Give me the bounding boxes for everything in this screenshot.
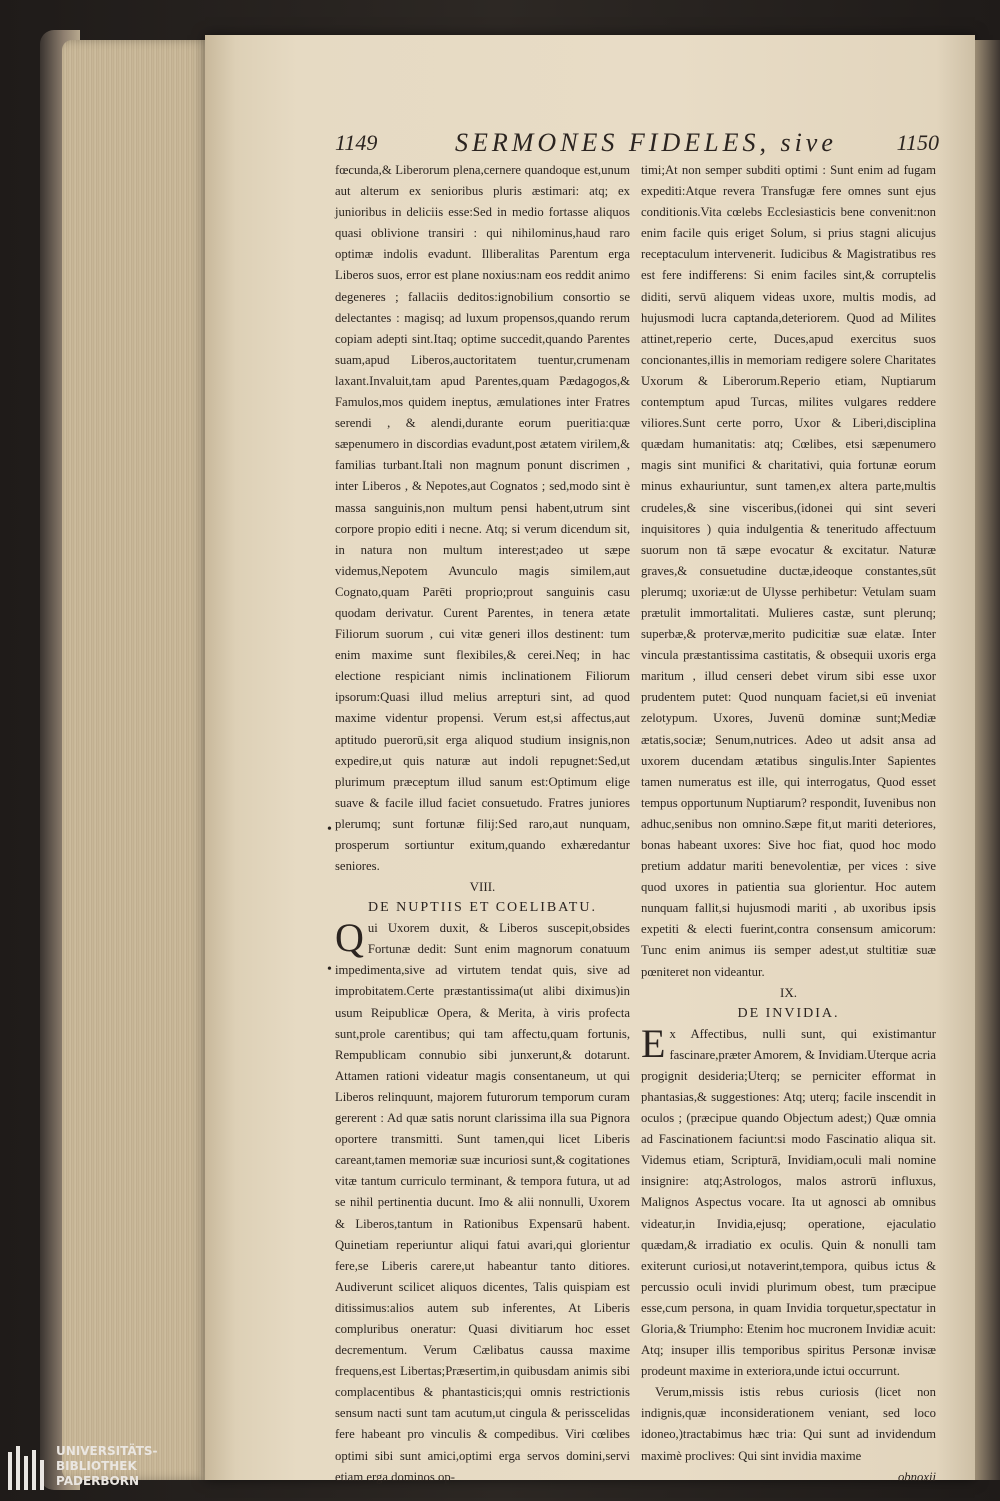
- logo-line: UNIVERSITÄTS-: [56, 1444, 158, 1458]
- page-stack-edge: [62, 40, 222, 1480]
- right-column: [641, 160, 936, 1488]
- section-title: DE INVIDIA.: [737, 1005, 840, 1021]
- left-column: [335, 160, 630, 1488]
- body-paragraph: Qui Uxorem duxit, & Liberos suscepit,obsides Fortunæ dedit: Sunt enim magnorum conatuum impedimenta,sive ad virtutem tendat quis, sive ad improbitatem.Certe præstantissima(ut alibi diximus)in usum Reipublicæ Opera, & Merita, à viris profecta sunt,prole carentibus; qui tam affectu,quam fortunis, Rempublicam connubio sibi junxerunt,& dotarunt. Attamen rationi videatur magis consentaneum, ut qui Liberos relinquunt, majorem futurorum temporum curam gererent : Ad quæ satis norunt clarissima illa sua Pignora oportere transmitti. Sunt tamen,qui licet Liberis careant,tamen memoriæ suæ incuriosi sunt,& cogitationes vitæ tantum curriculo terminant, & tempora futura, ut ad se nihil pertinentia ducunt. Imo & alii nonnulli, Uxorem & Liberos,tantum in Rationibus Expensarū habent. Quinetiam reperiuntur aliqui fatui avari,qui glorientur fere,se Liberis carere,ut habeantur tanto ditiores. Audiverunt scilicet aliquos dicentes, Talis quispiam est ditissimus:alios autem sub inferentes, At Liberis compluribus oneratur: Quasi divitiarum hoc esset decrementum. Verum Cælibatus caussa maxime frequens,est Libertas;Præsertim,in quibusdam animis sibi complacentibus & phantasticis;qui omnis restrictionis sensum nacti sunt tam acutum,ut cingula & perisscelidas fere habeant pro vinculis & compedibus. Viri cœlibes optimi sibi sunt amici,optimi erga servos domini,servi etiam erga dominos op-: [335, 915, 630, 1484]
- logo-line: BIBLIOTHEK: [56, 1459, 137, 1473]
- library-logo-text: [56, 1444, 158, 1489]
- body-paragraph: fœcunda,& Liberorum plena,cernere quandoque est,unum aut alterum ex senioribus pluris æstimari: atq; ex junioribus in deliciis esse:Sed in medio fortasse aliquos quasi oblivione transiri : qui nihilominus,haud raro optimæ indolis evadunt. Illiberalitas Parentum erga Liberos suos, error est plane noxius:nam eos reddit animo degeneres ; fallaciis deditos:ignobilium consortio se delectantes : magisq; ad luxum propensos,quando rerum copiam adepti sint.Itaq; optime succedit,quando Parentes suam,apud Liberos,auctoritatem tuentur,crumenam laxant.Invaluit,tam apud Parentes,quam Pædagogos,& Famulos,mos quidem ineptus, æmulationes inter Fratres serendi , & alendi,durante eorum pueritia:quæ sæpenumero in discordias evadunt,post ætatem virilem,& familias turbant.Itali non magnum ponunt discrimen , inter Liberos , & Nepotes,aut Cognatos ; sed,modo sint è massa sanguinis,non multum pensi habent,utrum sint corpore propio editi i necne. Atq; si verum dicendum sit, in natura non multum interest;adeo ut sæpe videmus,Nepotem Avunculo magis similem,aut Cognato,quam Parēti proprio;prout sanguinis casu quodam derivatur. Curent Parentes, in tenera ætate Filiorum suorum , cui vitæ generi illos destinent: tum enim maxime sunt flexibiles,& cerei.Neq; in hac electione respiciant nimis inclinationem Filiorum ipsorum:Quasi illud melius arrepturi sint, ad quod maxime videntur propensi. Verum est,si affectus,aut aptitudo puerorū,sit erga aliquod studium insignis,non expedire,ut quis naturæ aut indoli repugnet:Sed,ut plurimum præceptum illud sanum est:Optimum elige suave & facile illud faciet consuetudo. Fratres juniores plerumq; sunt fortunæ filij:Sed raro,aut nunquam, prosperum sortiuntur exitum,quando exhæredantur seniores.: [335, 163, 630, 874]
- body-paragraph: Ex Affectibus, nulli sunt, qui existimantur fascinare,præter Amorem, & Invidiam.Uterque acria progignit desideria;Uterq; se perniciter efformat in phantasias,& suggestiones: Atq; uterq; facile inscendit in oculos ; (præcipue quando Objectum adest;) Quæ omnia ad Fascinationem faciunt:si modo Fascinatio aliqua sit. Videmus etiam, Scripturā, Invidiam,oculi mali nomine insignire: atq;Astrologos, malos astrorū influxus, Malignos Aspectus vocare. Ita ut agnosci ab omnibus videatur,in Invidia,ejusq; operatione, ejaculatio quædam,& irradiatio ex oculis. Quin & nonulli tam exiterunt curiosi,ut notaverint,tempora, quibus ictus & percussio oculi invidi plurimum obest, tum præcipue esse,cum persona, in quam Invidia torquetur,spectatur in Gloria,& Triumpho: Etenim hoc mucronem Invidiæ acuit: Atq; insuper illis temporibus spiritus Personæ invisæ prodeunt maxime in exteriora,unde ictui occurrunt.: [641, 1020, 936, 1379]
- library-logo: [8, 1444, 168, 1496]
- body-paragraph: timi;At non semper subditi optimi : Sunt enim ad fugam expediti:Atque revera Transfugæ fere omnes sunt ejus conditionis.Vita cœlebs Ecclesiasticis bene convenit:non enim facile quis eriget Solum, si prius stagni alicujus receptaculum intervenerit. Iudicibus & Magistratibus res est fere indifferens: Si enim faciles sint,& corruptelis diditi, servū aliquem videas uxore, multis modis, ad hujusmodi lucra captanda,deteriorem. Quod ad Milites attinet,reperio certe, Duces,apud exercitus suos concionantes,illis in memoriam redigere solere Charitates Uxorum & Liberorum.Reperio etiam, Nuptiarum contemptum apud Turcas, milites vulgares reddere viliores.Sunt certe porro, Uxor & Liberi,disciplina quædam humanitatis: atq; Cœlibes, etsi sæpenumero magis sint munifici & charitativi, quia fortunæ eorum minus exhauriuntur, sunt tamen,ex altera parte,multis crudeles,& sine visceribus,(idonei qui sint severi inquisitores ) quia indulgentia & teneritudo affectuum suorum non tā sæpe evocatur & excitatur. Naturæ graves,& consuetudine ductæ,ideoque constantes,sūt plerumq; uxoriæ:ut de Ulysse perhibetur: Vetulam suam prætulit immortalitati. Mulieres castæ, sunt plerunq; superbæ,& protervæ,merito pudicitiæ suæ elatæ. Inter vincula præstantissima castitatis, & obsequii uxoris erga maritum , illud censeri debet virum sibi esse uxor prudentem putet: Quod nunquam faciet,si eū inveniat zelotypum. Uxores, Juvenū dominæ sunt;Mediæ ætatis,sociæ; Senum,nutrices. Adeo ut adsit ansa ad uxorem ducendam ætatibus singulis.Inter Sapientes tamen numeratus est ille, qui interrogatus, Quod esset tempus opportunum Nuptiarum? respondit, Iuvenibus non adhuc,senibus non omnino.Sæpe fit,ut mariti deteriores, bonas habeant uxores: Sive hoc fiat, quod hoc modo pretium addatur mariti benevolentiæ, per vices : sive quod uxores in patientia sua glorientur. Hoc autem nunquam fallit,si hujusmodi mariti , ab uxoribus ipsis expetiti & electi fuerint,contra consensum amicorum: Tunc enim animus iis semper adest,ut stultitiæ suæ pœniteret non videantur.: [641, 163, 936, 979]
- margin-dot-mark: •: [327, 962, 332, 977]
- page-header: [335, 126, 945, 160]
- page-number-left: 1149: [335, 130, 378, 155]
- library-logo-mark: [8, 1446, 46, 1490]
- running-title: SERMONES FIDELES, sive: [455, 128, 837, 157]
- margin-dot-mark: •: [327, 822, 332, 837]
- catchword: obnoxii: [897, 1469, 936, 1484]
- logo-line: PADERBORN: [56, 1474, 140, 1488]
- body-paragraph: Verum,missis istis rebus curiosis (licet non indignis,quæ inconsiderationem veniant, sed loco idoneo,)tractabimus hæc tria: Qui sunt ad invidendum maximè proclives: Qui sint invidia maxime: [641, 1385, 936, 1463]
- section-number: IX.: [780, 984, 797, 1000]
- section-number: VIII.: [469, 879, 496, 895]
- section-title: DE NUPTIIS ET COELIBATU.: [368, 900, 597, 916]
- page-number-right: 1150: [896, 130, 939, 155]
- facing-page-edge: [975, 40, 1000, 1480]
